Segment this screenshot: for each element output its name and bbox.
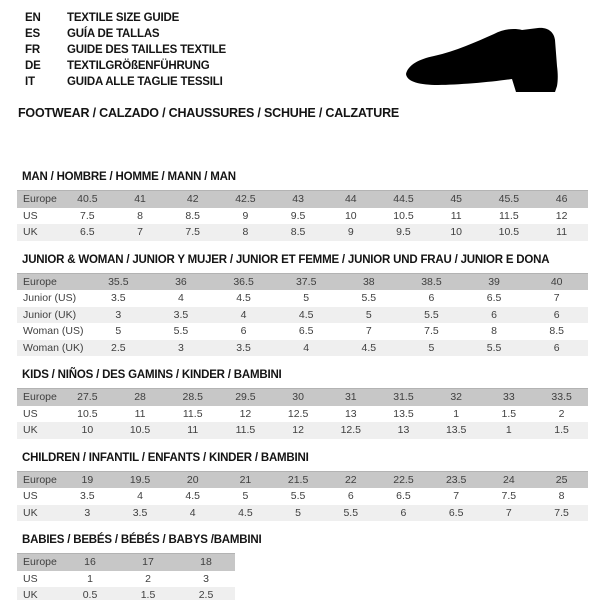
size-cell: 9.5 [290, 209, 306, 222]
size-cell: 10.5 [114, 422, 167, 439]
size-table [17, 553, 235, 600]
size-table [17, 273, 588, 357]
size-cell: 8.5 [272, 224, 325, 241]
size-cell: 10.5 [483, 224, 536, 241]
size-cell: 6 [347, 490, 354, 503]
size-cell: 35.5 [87, 273, 150, 290]
size-cell: 45.5 [483, 191, 536, 208]
size-cell: 22 [324, 471, 377, 488]
row-label: US [23, 490, 38, 503]
size-table-section [17, 254, 588, 357]
size-cell: 33 [483, 389, 536, 406]
size-cell: 4.5 [338, 340, 401, 357]
language-row [25, 26, 226, 42]
size-cell: 12 [239, 407, 252, 420]
size-cell: 6 [463, 307, 526, 324]
size-cell: 5.5 [290, 490, 306, 503]
size-cell: 8.5 [185, 209, 201, 222]
size-cell: 6 [377, 505, 430, 522]
language-title: TEXTILGRÖßENFÜHRUNG [67, 60, 210, 72]
size-cell: 13 [344, 407, 357, 420]
size-cell: 8.5 [549, 325, 564, 338]
size-cell: 1 [483, 422, 536, 439]
size-cell: 38.5 [400, 273, 463, 290]
size-cell: 5.5 [400, 307, 463, 324]
size-cell: 4 [166, 505, 219, 522]
size-cell: 5 [338, 307, 401, 324]
size-cell: 5 [242, 490, 249, 503]
table-row [17, 571, 235, 588]
size-cell: 30 [272, 389, 325, 406]
size-cell: 8 [137, 209, 143, 222]
size-cell: 10 [344, 209, 357, 222]
size-cell: 31.5 [377, 389, 430, 406]
size-cell: 11.5 [219, 422, 272, 439]
table-row [17, 406, 588, 423]
size-cell: 28.5 [166, 389, 219, 406]
table-row [17, 191, 588, 208]
size-cell: 11.5 [182, 407, 203, 420]
size-cell: 38 [338, 273, 401, 290]
table-row [17, 307, 588, 324]
size-cell: 33.5 [535, 389, 588, 406]
table-row [17, 323, 588, 340]
size-cell: 23.5 [430, 471, 483, 488]
size-table [17, 388, 588, 439]
size-cell: 12.5 [287, 407, 309, 420]
size-cell: 3.5 [114, 505, 167, 522]
size-cell: 44.5 [377, 191, 430, 208]
size-cell: 3.5 [111, 292, 126, 305]
size-cell: 6.5 [486, 292, 502, 305]
size-cell: 19 [61, 471, 114, 488]
row-label: US [23, 572, 38, 585]
size-cell: 11 [450, 209, 462, 222]
table-row [17, 389, 588, 406]
size-cell: 6.5 [61, 224, 114, 241]
size-cell: 11.5 [499, 209, 519, 222]
size-cell: 28 [114, 389, 167, 406]
size-cell: 1 [87, 572, 93, 585]
table-title: BABIES / BEBÉS / BÉBÉS / BABYS /BAMBINI [22, 534, 262, 546]
size-cell: 32 [430, 389, 483, 406]
size-cell: 42 [166, 191, 219, 208]
size-cell: 44 [324, 191, 377, 208]
row-label: US [23, 209, 38, 222]
size-cell: 39 [463, 273, 526, 290]
size-cell: 18 [177, 554, 235, 571]
size-cell: 8 [558, 490, 565, 503]
shoe-icon [398, 26, 578, 102]
size-cell: 12 [555, 209, 568, 222]
size-cell: 3 [203, 572, 209, 585]
language-row [25, 58, 226, 74]
size-cell: 4.5 [236, 292, 251, 305]
table-title: MAN / HOMBRE / HOMME / MANN / MAN [22, 171, 236, 183]
size-cell: 2 [558, 407, 565, 420]
size-cell: 43 [272, 191, 325, 208]
size-cell: 7 [114, 224, 167, 241]
size-cell: 10.5 [77, 407, 98, 420]
size-cell: 1.5 [535, 422, 588, 439]
row-label: Europe [17, 191, 61, 208]
row-label: Europe [17, 389, 61, 406]
size-cell: 7.5 [535, 505, 588, 522]
size-cell: 3.5 [80, 490, 95, 503]
table-row [17, 340, 588, 357]
table-row [17, 488, 588, 505]
size-cell: 41 [114, 191, 167, 208]
table-row [17, 587, 235, 600]
size-cell: 7 [365, 325, 372, 338]
language-title: GUIDA ALLE TAGLIE TESSILI [67, 76, 223, 88]
size-cell: 13 [377, 422, 430, 439]
row-label: Europe [17, 471, 61, 488]
size-cell: 0.5 [61, 587, 119, 600]
size-cell: 40.5 [61, 191, 114, 208]
size-cell: 25 [535, 471, 588, 488]
size-cell: 7.5 [424, 325, 439, 338]
row-label: Europe [17, 554, 61, 571]
table-row [17, 554, 235, 571]
table-row [17, 422, 588, 439]
language-title: TEXTILE SIZE GUIDE [67, 12, 180, 24]
size-cell: 2.5 [177, 587, 235, 600]
row-label: Woman (US) [23, 325, 84, 338]
size-cell: 6 [428, 292, 435, 305]
language-title: GUIDE DES TAILLES TEXTILE [67, 44, 226, 56]
table-title: JUNIOR & WOMAN / JUNIOR Y MUJER / JUNIOR ET FEMME / JUNIOR UND FRAU / JUNIOR E DONA [22, 253, 550, 266]
size-cell: 19.5 [114, 471, 167, 488]
size-cell: 10 [430, 224, 483, 241]
row-label: Woman (UK) [17, 340, 87, 357]
size-cell: 46 [535, 191, 588, 208]
size-cell: 24 [483, 471, 536, 488]
size-cell: 10 [61, 422, 114, 439]
size-cell: 10.5 [393, 209, 414, 222]
size-cell: 5 [400, 340, 463, 357]
size-table-section [17, 171, 588, 241]
size-tables [17, 171, 588, 600]
size-cell: 3.5 [212, 340, 275, 357]
size-table-section [17, 452, 588, 522]
language-row [25, 42, 226, 58]
size-cell: 9.5 [377, 224, 430, 241]
size-cell: 17 [119, 554, 177, 571]
size-cell: 6 [240, 325, 247, 338]
size-cell: 11 [535, 224, 588, 241]
size-cell: 4.5 [219, 505, 272, 522]
size-cell: 31 [324, 389, 377, 406]
size-cell: 3 [61, 505, 114, 522]
row-label: UK [17, 422, 61, 439]
language-code: DE [25, 60, 41, 72]
size-cell: 12 [272, 422, 325, 439]
size-cell: 1 [453, 407, 460, 420]
size-cell: 12.5 [324, 422, 377, 439]
size-table [17, 471, 588, 522]
size-cell: 36 [150, 273, 213, 290]
language-row [25, 10, 226, 26]
row-label: Junior (UK) [17, 307, 87, 324]
size-table [17, 190, 588, 241]
size-cell: 45 [430, 191, 483, 208]
table-row [17, 224, 588, 241]
size-table-section [17, 534, 588, 600]
size-cell: 6.5 [430, 505, 483, 522]
size-cell: 11 [134, 407, 146, 420]
size-cell: 5.5 [463, 340, 526, 357]
size-cell: 42.5 [219, 191, 272, 208]
size-cell: 16 [61, 554, 119, 571]
row-label: UK [17, 505, 61, 522]
language-code: FR [25, 44, 40, 56]
language-code: EN [25, 12, 41, 24]
size-cell: 3 [150, 340, 213, 357]
table-row [17, 290, 588, 307]
size-cell: 4.5 [185, 490, 201, 503]
language-code: IT [25, 76, 35, 88]
table-title: KIDS / NIÑOS / DES GAMINS / KINDER / BAMBINI [22, 369, 282, 381]
size-cell: 36.5 [212, 273, 275, 290]
row-label: Europe [17, 273, 87, 290]
language-title: GUÍA DE TALLAS [67, 28, 160, 40]
table-row [17, 505, 588, 522]
size-cell: 1.5 [501, 407, 517, 420]
size-cell: 7.5 [166, 224, 219, 241]
size-cell: 4.5 [275, 307, 338, 324]
table-row [17, 471, 588, 488]
size-cell: 5 [303, 292, 310, 305]
size-cell: 8 [491, 325, 497, 338]
size-cell: 7 [553, 292, 560, 305]
size-cell: 2.5 [87, 340, 150, 357]
language-title-list [25, 10, 226, 90]
language-code: ES [25, 28, 40, 40]
size-cell: 4 [212, 307, 275, 324]
size-cell: 5 [272, 505, 325, 522]
size-cell: 4 [275, 340, 338, 357]
table-row [17, 208, 588, 225]
size-cell: 20 [166, 471, 219, 488]
size-cell: 9 [242, 209, 249, 222]
size-cell: 6 [525, 340, 588, 357]
size-table-section [17, 369, 588, 439]
row-label: Junior (US) [23, 292, 77, 305]
size-cell: 11 [166, 422, 219, 439]
size-cell: 7 [483, 505, 536, 522]
size-cell: 1.5 [119, 587, 177, 600]
size-cell: 6 [525, 307, 588, 324]
size-cell: 27.5 [61, 389, 114, 406]
size-cell: 13.5 [430, 422, 483, 439]
row-label: UK [17, 224, 61, 241]
size-cell: 2 [145, 572, 151, 585]
table-row [17, 273, 588, 290]
size-cell: 29.5 [219, 389, 272, 406]
size-cell: 7 [453, 490, 460, 503]
size-cell: 5 [115, 325, 122, 338]
size-cell: 6.5 [396, 490, 411, 503]
size-cell: 3 [87, 307, 150, 324]
size-cell: 22.5 [377, 471, 430, 488]
size-cell: 5.5 [361, 292, 377, 305]
size-cell: 8 [219, 224, 272, 241]
size-cell: 40 [525, 273, 588, 290]
size-cell: 3.5 [150, 307, 213, 324]
row-label: US [23, 407, 38, 420]
size-cell: 21 [219, 471, 272, 488]
size-cell: 13.5 [393, 407, 414, 420]
size-cell: 7.5 [80, 209, 95, 222]
size-cell: 4 [137, 490, 143, 503]
category-line: FOOTWEAR / CALZADO / CHAUSSURES / SCHUHE / CALZATURE [18, 106, 400, 120]
size-cell: 7.5 [501, 490, 517, 503]
table-title: CHILDREN / INFANTIL / ENFANTS / KINDER / BAMBINI [22, 451, 309, 464]
size-cell: 6.5 [298, 325, 314, 338]
size-cell: 5.5 [173, 325, 189, 338]
size-cell: 21.5 [272, 471, 325, 488]
row-label: UK [17, 587, 61, 600]
size-cell: 5.5 [324, 505, 377, 522]
size-cell: 37.5 [275, 273, 338, 290]
language-row [25, 74, 226, 90]
size-cell: 9 [324, 224, 377, 241]
size-cell: 4 [178, 292, 184, 305]
